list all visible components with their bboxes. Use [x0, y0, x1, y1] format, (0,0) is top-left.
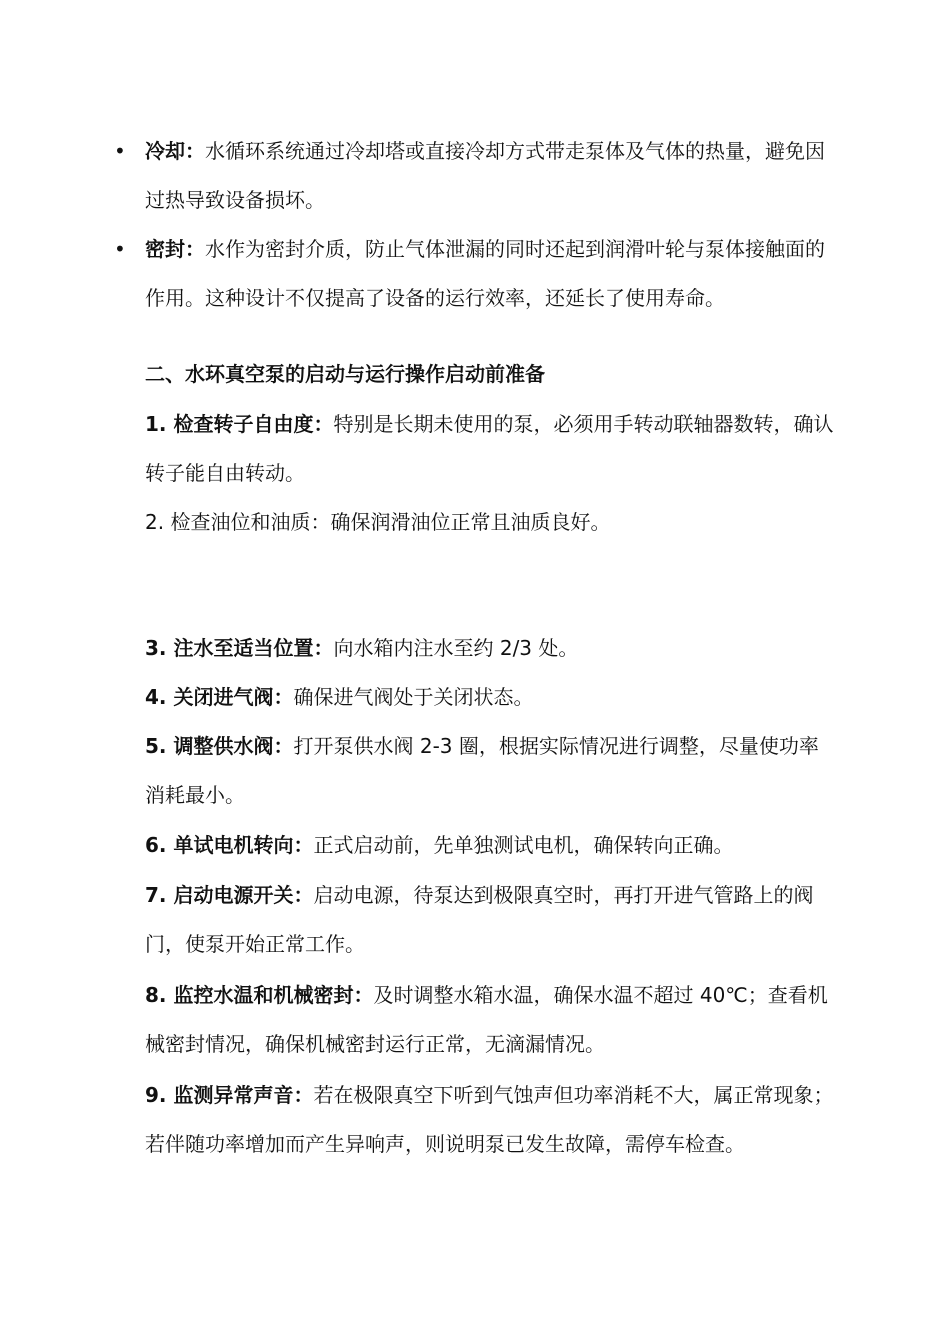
step-item: [145, 673, 835, 722]
step-item: [145, 400, 835, 498]
step-text: 及时调整水箱水温，确保水温不超过 40℃；查看机械密封情况，确保机械密封运行正常，无滴漏情况。: [145, 983, 828, 1056]
bullet-text: 水作为密封介质，防止气体泄漏的同时还起到润滑叶轮与泵体接触面的作用。这种设计不仅提高了设备的运行效率，还延长了使用寿命。: [145, 237, 825, 310]
step-text: 若在极限真空下听到气蚀声但功率消耗不大，属正常现象；若伴随功率增加而产生异响声，则说明泵已发生故障，需停车检查。: [145, 1083, 834, 1156]
step-item: [145, 722, 835, 820]
bullet-marker: •: [114, 237, 126, 261]
step-text: 向水箱内注水至约 2/3 处。: [333, 636, 579, 660]
bullet-marker: •: [114, 139, 126, 163]
step-term: 6. 单试电机转向：: [145, 833, 314, 857]
step-text: 特别是长期未使用的泵，必须用手转动联轴器数转，确认转子能自由转动。: [145, 412, 834, 485]
bullet-term: 冷却：: [145, 139, 205, 163]
bullet-item-sealing: [145, 225, 835, 323]
bullet-item-cooling: [145, 127, 835, 225]
step-term: 8. 监控水温和机械密封：: [145, 983, 374, 1007]
step-item: [145, 971, 835, 1069]
step-term: 9. 监测异常声音：: [145, 1083, 314, 1107]
step-item: [145, 821, 835, 870]
step-term: 3. 注水至适当位置：: [145, 636, 334, 660]
step-term: 1. 检查转子自由度：: [145, 412, 334, 436]
step-item: [145, 624, 835, 673]
section-heading: 二、水环真空泵的启动与运行操作启动前准备: [145, 362, 545, 386]
step-item: [145, 1071, 835, 1169]
step-item: [145, 871, 835, 969]
step-term: 5. 调整供水阀：: [145, 734, 294, 758]
step-text: 打开泵供水阀 2-3 圈，根据实际情况进行调整，尽量使功率消耗最小。: [145, 734, 819, 807]
step-term: 7. 启动电源开关：: [145, 883, 314, 907]
step-text: 2. 检查油位和油质：确保润滑油位正常且油质良好。: [145, 510, 611, 534]
step-text: 正式启动前，先单独测试电机，确保转向正确。: [313, 833, 734, 857]
step-text: 启动电源，待泵达到极限真空时，再打开进气管路上的阀门，使泵开始正常工作。: [145, 883, 814, 956]
step-item: [145, 498, 835, 547]
step-text: 确保进气阀处于关闭状态。: [293, 685, 534, 709]
bullet-term: 密封：: [145, 237, 205, 261]
step-term: 4. 关闭进气阀：: [145, 685, 294, 709]
bullet-text: 水循环系统通过冷却塔或直接冷却方式带走泵体及气体的热量，避免因过热导致设备损坏。: [145, 139, 825, 212]
